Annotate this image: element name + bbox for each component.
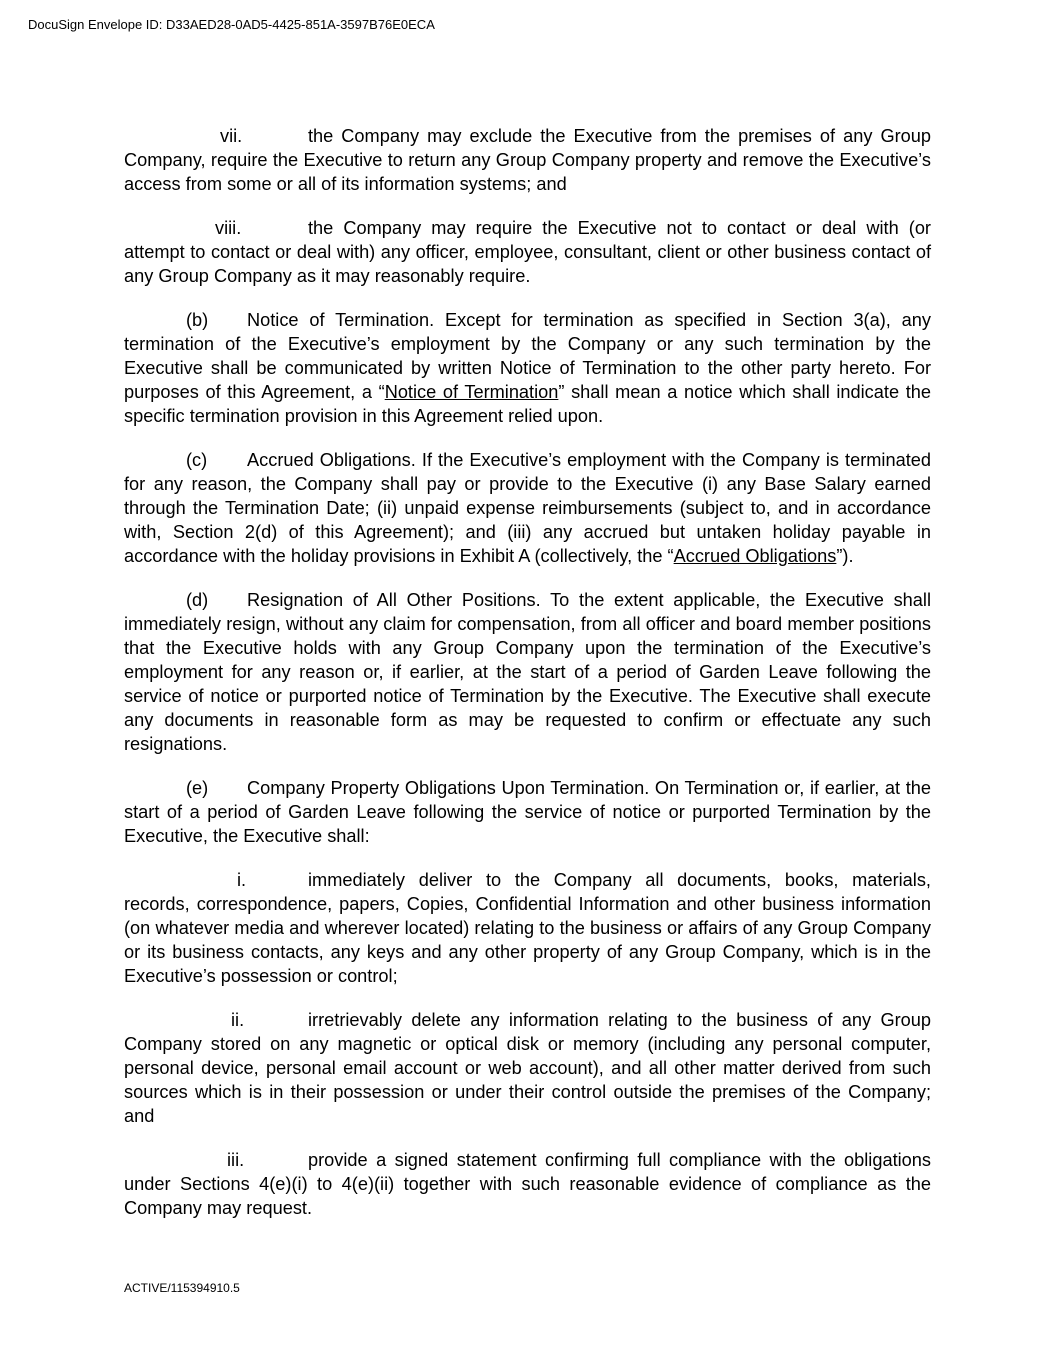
section-heading: Resignation of All Other Positions.	[247, 590, 541, 610]
defined-term: Notice of Termination	[384, 382, 559, 402]
clause-text: irretrievably delete any information relating to the business of any Group Company stored on any magnetic or optical disk or memory (including any personal computer, personal device, personal email account or web account), and all other matter derived from such sources which is in their possession or under their control outside the premises of the Company; and	[124, 1010, 931, 1126]
clause-text: the Company may exclude the Executive from the premises of any Group Company, require the Executive to return any Group Company property and remove the Executive’s access from some or all of its information systems; and	[124, 126, 931, 194]
section-text: If the Executive’s employment with the Company is terminated for any reason, the Company shall pay or provide to the Executive (i) any Base Salary earned through the Termination Date; (ii) unpaid expense reimbursements (subject to, and in accordance with, Section 2(d) of this Agreement); and (iii) any accrued but untaken holiday payable in accordance with the holiday provisions in Exhibit A (collectively, the “	[124, 450, 931, 566]
section-heading: Company Property Obligations Upon Termination.	[247, 778, 650, 798]
clause-viii	[124, 216, 931, 288]
clause-text: provide a signed statement confirming full compliance with the obligations under Sections 4(e)(i) to 4(e)(ii) together with such reasonable evidence of compliance as the Company may request.	[124, 1150, 931, 1218]
document-reference: ACTIVE/115394910.5	[124, 1281, 240, 1295]
section-d-resignation	[124, 588, 931, 756]
section-text: On Termination or, if earlier, at the start of a period of Garden Leave following the service of notice or purported Termination by the Executive, the Executive shall:	[124, 778, 931, 846]
section-number: (b)	[186, 310, 209, 330]
clause-text: immediately deliver to the Company all documents, books, materials, records, correspondence, papers, Copies, Confidential Information and other business information (on whatever media and wherever located) relating to the business or affairs of any Group Company or its business contacts, any keys and any other property of any Group Company, which is in the Executive’s possession or control;	[124, 870, 931, 986]
clause-number: iii.	[227, 1150, 245, 1170]
clause-number: ii.	[231, 1010, 245, 1030]
clause-vii	[124, 124, 931, 196]
section-heading: Notice of Termination.	[247, 310, 435, 330]
section-heading: Accrued Obligations.	[247, 450, 416, 470]
clause-number: viii.	[215, 218, 242, 238]
section-number: (d)	[186, 590, 209, 610]
clause-e-iii	[124, 1148, 931, 1220]
section-c-accrued-obligations	[124, 448, 931, 568]
section-number: (c)	[186, 450, 208, 470]
section-text: ”).	[836, 546, 854, 566]
section-text: ” shall mean a notice which shall indicate the specific termination provision in this Agreement relied upon.	[124, 382, 931, 426]
clause-e-ii	[124, 1008, 931, 1128]
clause-number: vii.	[220, 126, 243, 146]
section-text: To the extent applicable, the Executive shall immediately resign, without any claim for compensation, from all officer and board member positions that the Executive holds with any Group Company upon the termination of the Executive’s employment for any reason or, if earlier, at the start of a period of Garden Leave following the service of notice or purported notice of Termination by the Executive. The Executive shall execute any documents in reasonable form as may be requested to confirm or effectuate any such resignations.	[124, 590, 931, 754]
section-number: (e)	[186, 778, 209, 798]
clause-e-i	[124, 868, 931, 988]
defined-term: Accrued Obligations	[673, 546, 837, 566]
section-b-notice-of-termination	[124, 308, 931, 428]
clause-text: the Company may require the Executive not to contact or deal with (or attempt to contact or deal with) any officer, employee, consultant, client or other business contact of any Group Company as it may reasonably require.	[124, 218, 931, 286]
section-text: Except for termination as specified in Section 3(a), any termination of the Executive’s employment by the Company or any such termination by the Executive shall be communicated by written Notice of Termination to the other party hereto. For purposes of this Agreement, a “	[124, 310, 932, 402]
clause-number: i.	[237, 870, 247, 890]
document-body	[124, 124, 931, 1240]
section-e-company-property	[124, 776, 931, 848]
docusign-envelope-id: DocuSign Envelope ID: D33AED28-0AD5-4425-851A-3597B76E0ECA	[28, 17, 435, 32]
